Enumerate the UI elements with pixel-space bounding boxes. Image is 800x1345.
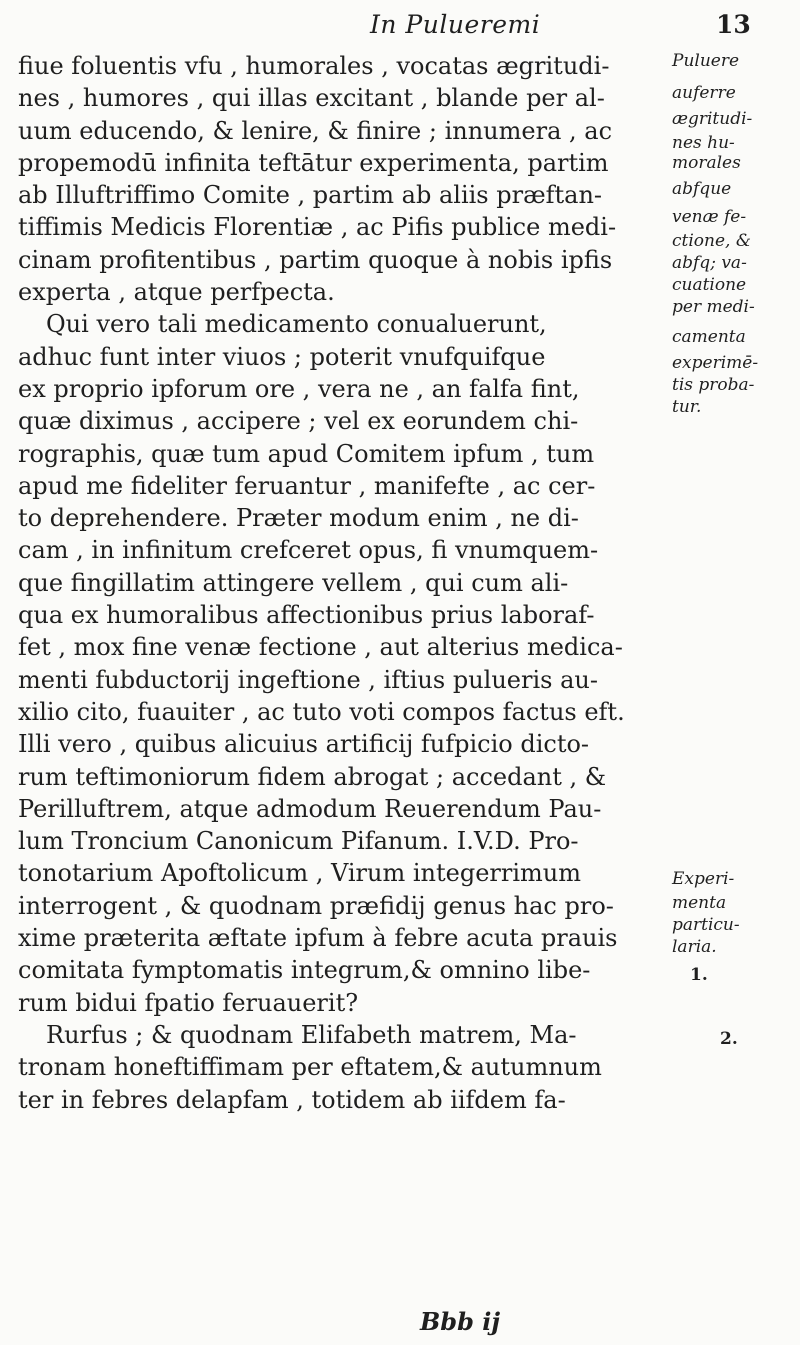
text-line: quæ diximus , accipere ; vel ex eorundem chi- <box>18 407 579 436</box>
text-line: que fingillatim attingere vellem , qui cum ali- <box>18 568 569 597</box>
text-line: menti fubductorij ingeftione , iftius pulueris au- <box>18 665 598 694</box>
text-line: tiffimis Medicis Florentiæ , ac Pifis publice medi- <box>18 213 617 242</box>
text-line: experta , atque perfpecta. <box>18 278 335 307</box>
margin-note: particu- <box>672 915 740 935</box>
running-title: In Pulueremi <box>370 10 541 39</box>
margin-note: venæ fe- <box>672 207 747 227</box>
text-line: rographis, quæ tum apud Comitem ipfum , tum <box>18 439 595 468</box>
margin-note: per medi- <box>672 297 755 317</box>
text-line: uum educendo, & lenire, & finire ; innumera , ac <box>18 116 613 145</box>
text-line: Perilluftrem, atque admodum Reuerendum Pau- <box>18 794 602 823</box>
body-text <box>18 50 668 1116</box>
text-line: cinam profitentibus , partim quoque à nobis ipfis <box>18 245 613 274</box>
text-line: ex proprio ipforum ore , vera ne , an falfa fint, <box>18 374 580 403</box>
text-line: qua ex humoralibus affectionibus prius laboraf- <box>18 601 595 630</box>
text-line: cam , in infinitum crefceret opus, fi vnumquem- <box>18 536 599 565</box>
text-line: fet , mox fine venæ fectione , aut alterius medica- <box>18 633 623 662</box>
margin-note: ægritudi- <box>672 109 753 129</box>
margin-note: laria. <box>672 937 717 957</box>
page-header <box>0 6 800 50</box>
text-line: nes , humores , qui illas excitant , blande per al- <box>18 84 605 113</box>
text-line: to deprehendere. Præter modum enim , ne di- <box>18 504 579 533</box>
margin-note: abfque <box>672 179 732 199</box>
text-line: rum bidui fpatio feruauerit? <box>18 988 359 1017</box>
margin-note: abfq; va- <box>672 253 747 273</box>
text-line: comitata fymptomatis integrum,& omnino libe- <box>18 956 591 985</box>
text-line: xime præterita æftate ipfum à febre acuta prauis <box>18 924 618 953</box>
margin-note: Puluere <box>672 51 740 71</box>
margin-note: menta <box>672 893 727 913</box>
text-line: lum Troncium Canonicum Pifanum. I.V.D. Pro- <box>18 827 579 856</box>
margin-note-number: 2. <box>720 1029 738 1049</box>
text-line: fiue foluentis vfu , humorales , vocatas ægritudi- <box>18 52 610 80</box>
margin-note-number: 1. <box>690 965 708 985</box>
text-line: Qui vero tali medicamento conualuerunt, <box>46 310 547 339</box>
text-line: xilio cito, fuauiter , ac tuto voti compos factus eft. <box>18 697 625 726</box>
margin-note: ctione, & <box>672 231 751 251</box>
text-line: adhuc funt inter viuos ; poterit vnufquifque <box>18 342 546 371</box>
text-line: tonotarium Apoftolicum , Virum integerrimum <box>18 859 582 888</box>
text-line: ab Illuftriffimo Comite , partim ab aliis præftan- <box>18 181 603 210</box>
text-line: Illi vero , quibus alicuius artificij fufpicio dicto- <box>18 730 590 759</box>
text-line: apud me fideliter feruantur , manifefte , ac cer- <box>18 471 596 500</box>
signature-mark: Bbb ij <box>420 1307 501 1336</box>
text-line: Rurfus ; & quodnam Elifabeth matrem, Ma- <box>46 1020 577 1049</box>
margin-note: experimē- <box>672 353 759 373</box>
margin-note: cuatione <box>672 275 747 295</box>
page-number: 13 <box>716 10 751 39</box>
text-line: ter in febres delapfam , totidem ab iifdem fa- <box>18 1085 566 1114</box>
margin-note: nes hu- <box>672 133 735 153</box>
text-line: propemodū infinita teftātur experimenta, partim <box>18 148 609 177</box>
margin-note: auferre <box>672 83 736 103</box>
margin-note: camenta <box>672 327 746 347</box>
margin-note: morales <box>672 153 741 173</box>
margin-note: tis proba- <box>672 375 755 395</box>
margin-note: tur. <box>672 397 702 417</box>
text-line: interrogent , & quodnam præfidij genus hac pro- <box>18 891 614 920</box>
text-line: rum teftimoniorum fidem abrogat ; accedant , & <box>18 762 607 791</box>
text-line: tronam honeftiffimam per eftatem,& autumnum <box>18 1053 602 1082</box>
margin-note: Experi- <box>672 869 735 889</box>
